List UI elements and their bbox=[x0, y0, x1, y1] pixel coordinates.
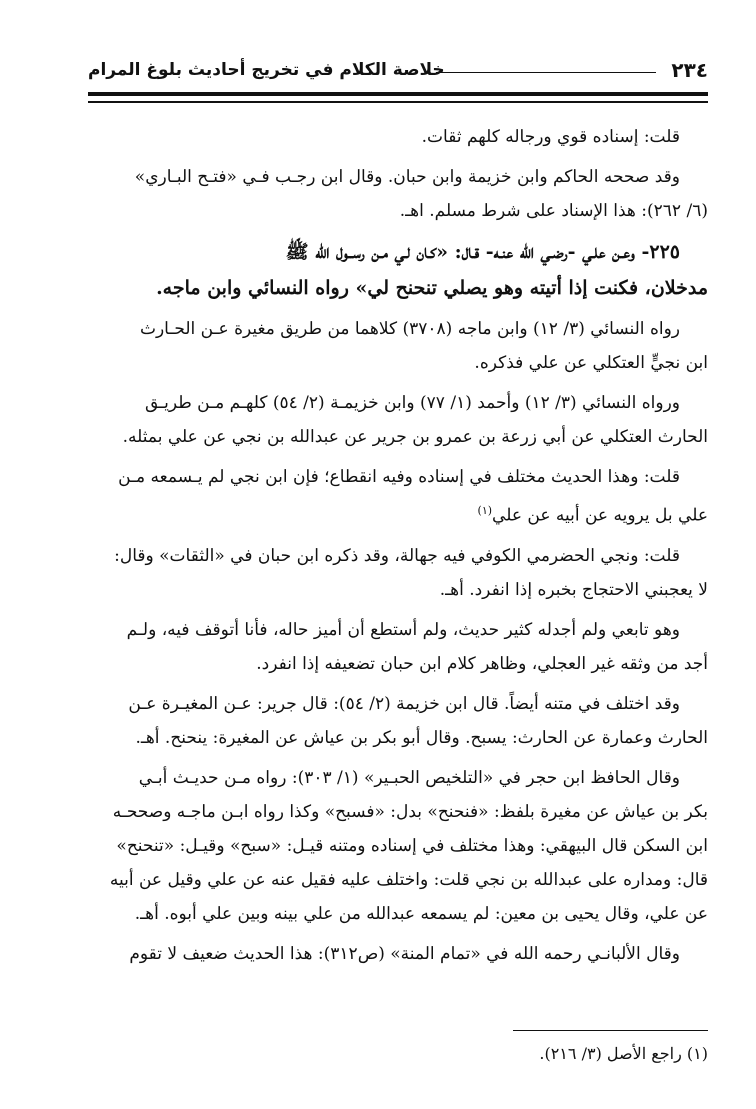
text-line: ابن نجيٍّ العتكلي عن علي فذكره. bbox=[474, 353, 708, 373]
footnote-rule bbox=[513, 1030, 708, 1031]
text-line: أجد من وثقه غير العجلي، وظاهر كلام ابن حبان تضعيفه إذا انفرد. bbox=[256, 653, 708, 674]
text-line: الحارث العتكلي عن أبي زرعة بن عمرو بن جرير عن عبدالله بن نجي عن علي بمثله. bbox=[122, 427, 708, 447]
paragraph bbox=[68, 312, 708, 380]
page-number: ٢٣٤ bbox=[671, 58, 708, 82]
text-line: قلت: إسناده قوي ورجاله كلهم ثقات. bbox=[421, 127, 680, 147]
text-line: لا يعجبني الاحتجاج بخبره إذا انفرد. أهـ. bbox=[439, 579, 708, 600]
text-line: قلت: ونجي الحضرمي الكوفي فيه جهالة، وقد ذكره ابن حبان في «الثقات» وقال: bbox=[114, 545, 680, 566]
footnote-text: (١) راجع الأصل (٣/ ٢١٦). bbox=[539, 1044, 708, 1063]
text-line: (٦/ ٢٦٢): هذا الإسناد على شرط مسلم. اهـ. bbox=[399, 201, 708, 221]
paragraph bbox=[68, 937, 708, 971]
paragraph bbox=[68, 687, 708, 755]
page-header bbox=[88, 58, 708, 88]
header-rule bbox=[436, 72, 656, 73]
footnote bbox=[68, 1040, 708, 1068]
paragraph bbox=[68, 120, 708, 154]
footnote-reference: (١) bbox=[477, 504, 493, 517]
text-line: قال: ومداره على عبدالله بن نجي قلت: واختلف عليه فقيل عنه عن علي وقيل عن أبيه bbox=[109, 869, 708, 890]
text-line: الحارث وعمارة عن الحارث: يسبح. وقال أبو بكر بن عياش عن المغيرة: ينحنح. أهـ. bbox=[135, 727, 708, 748]
paragraph bbox=[68, 160, 708, 228]
text-line: قلت: وهذا الحديث مختلف في إسناده وفيه انقطاع؛ فإن ابن نجي لم يـسمعه مـن bbox=[118, 467, 680, 487]
text-line: رواه النسائي (٣/ ١٢) وابن ماجه (٣٧٠٨) كلاهما من طريق مغيرة عـن الحـارث bbox=[139, 319, 680, 339]
text-line: بكر بن عياش عن مغيرة بلفظ: «فنحنح» بدل: «فسبح» وكذا رواه ابـن ماجـه وصححـه bbox=[112, 801, 708, 822]
running-title: خلاصة الكلام في تخريج أحاديث بلوغ المرام bbox=[88, 60, 445, 80]
text-line: وقد اختلف في متنه أيضاً. قال ابن خزيمة (٢/ ٥٤): قال جرير: عـن المغيـرة عـن bbox=[128, 693, 680, 714]
text-line: عن علي، وقال يحيى بن معين: لم يسمعه عبدالله من علي بينه وبين علي أبوه. أهـ. bbox=[134, 903, 708, 924]
paragraph bbox=[68, 539, 708, 607]
header-double-rule bbox=[88, 92, 708, 103]
text-line: مدخلان، فكنت إذا أتيته وهو يصلي تنحنح لي» رواه النسائي وابن ماجه. bbox=[156, 277, 708, 299]
text-line: وهو تابعي ولم أجدله كثير حديث، ولم أستطع أن أميز حاله، فأنا أتوقف فيه، ولـم bbox=[126, 619, 680, 640]
paragraph bbox=[68, 460, 708, 533]
text-line: علي بل يرويه عن أبيه عن علي$^{(١)}$ bbox=[477, 504, 708, 526]
hadith-paragraph bbox=[68, 234, 708, 306]
text-line: وقد صححه الحاكم وابن خزيمة وابن حبان. وقال ابن رجـب فـي «فتـح البـاري» bbox=[134, 167, 680, 187]
page-body bbox=[68, 120, 708, 977]
paragraph bbox=[68, 386, 708, 454]
text-line: ٢٢٥- وعـن علـي -رضـي الله عنـه- قـال: «كـان لـي مـن رســول الله ﷺ bbox=[285, 241, 680, 263]
text-line: ورواه النسائي (٣/ ١٢) وأحمد (١/ ٧٧) وابن خزيمـة (٢/ ٥٤) كلهـم مـن طريـق bbox=[144, 393, 680, 413]
text-line: وقال الحافظ ابن حجر في «التلخيص الحبـير» (١/ ٣٠٣): رواه مـن حديـث أبـي bbox=[138, 767, 680, 788]
paragraph bbox=[68, 761, 708, 931]
paragraph bbox=[68, 613, 708, 681]
text-line: ابن السكن قال البيهقي: وهذا مختلف في إسناده ومتنه قيـل: «سبح» وقيـل: «تنحنح» bbox=[116, 835, 708, 856]
text-line: وقال الألبانـي رحمه الله في «تمام المنة» (ص٣١٢): هذا الحديث ضعيف لا تقوم bbox=[129, 943, 680, 964]
